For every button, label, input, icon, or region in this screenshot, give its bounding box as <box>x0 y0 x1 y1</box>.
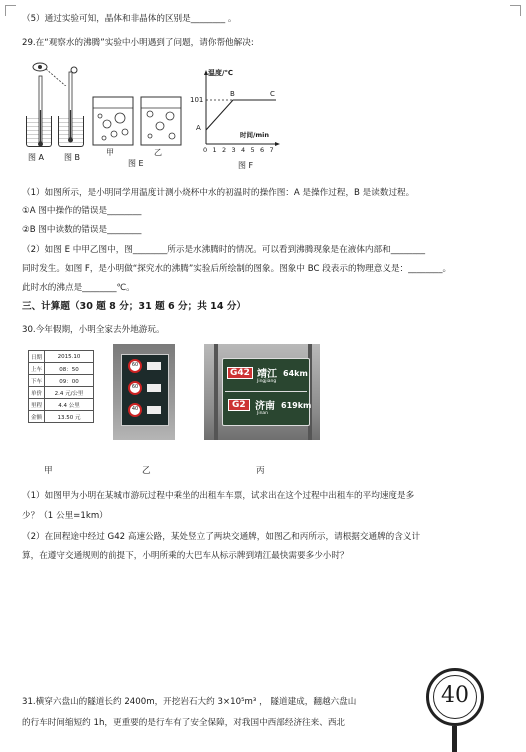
x-tick: 6 <box>260 146 265 154</box>
stamp-stem <box>452 726 457 752</box>
figure-thermometer-operation <box>22 56 92 164</box>
ticket-table <box>28 350 94 423</box>
figure-b-label: 图 B <box>64 153 81 162</box>
sign-divider <box>225 391 307 392</box>
label-yi: 乙 <box>154 148 162 157</box>
q29-part2-line1: （2）如图 E 中甲乙图中，图________所示是水沸腾时的情况。可以看到沸腾现象是在液体内部和________ <box>22 245 426 255</box>
ticket-value: 2015.10 <box>45 351 94 363</box>
graph-point-c: C <box>270 90 275 98</box>
distance-jinan: 619km <box>281 401 312 410</box>
thermometer-b <box>60 66 90 156</box>
figure-f-graph <box>188 68 282 172</box>
ticket-key: 单价 <box>29 387 45 399</box>
thermometer-a <box>30 70 60 160</box>
q29-part2-line2: 同时发生。如图 F，是小明做“探究水的沸腾”实验后所绘制的图象。图象中 BC 段表示的物理意义是：________。 <box>22 264 452 274</box>
ticket-key: 金额 <box>29 411 45 423</box>
sign-speed-mid: 60 <box>131 384 139 390</box>
x-tick: 5 <box>250 146 255 154</box>
q30-part1-line1: （1）如图甲为小明在某城市游玩过程中乘坐的出租车车票，试求出在这个过程中出租车的平均速度是多 <box>22 491 415 501</box>
label-jia: 甲 <box>106 148 114 157</box>
pinyin-jinan: Jinan <box>257 411 269 416</box>
q31-line1: 31.横穿六盘山的隧道长约 2400m，开挖岩石大约 3×10⁵m³ ， 隧道建成，翻越六盘山 <box>22 697 357 707</box>
q29-part1-b: ②B 图中读数的错误是________ <box>22 225 142 235</box>
figure-e-boiling <box>92 92 188 172</box>
sign-speed-top: 60 <box>131 362 139 368</box>
section-heading: 三、计算题（30 题 8 分；31 题 6 分；共 14 分） <box>22 301 247 312</box>
graph-point-a: A <box>196 124 201 132</box>
figure-a-label: 图 A <box>28 153 45 162</box>
sign-post-left <box>214 344 218 440</box>
pinyin-jingjiang: Jingjiang <box>257 379 277 384</box>
speed-limit-sign-photo <box>113 344 175 440</box>
crop-mark-top-right <box>510 5 521 16</box>
x-tick: 4 <box>241 146 246 154</box>
stamp-number: 40 <box>441 683 469 708</box>
table-row <box>29 375 94 387</box>
taxi-ticket <box>28 350 94 423</box>
ticket-key: 日期 <box>29 351 45 363</box>
graph-y101: 101 <box>190 96 204 104</box>
distance-sign-photo <box>204 344 320 440</box>
speed-limit-circles <box>121 354 167 424</box>
sign-speed-bot: 40 <box>131 406 139 412</box>
ticket-key: 上车 <box>29 363 45 375</box>
table-row <box>29 399 94 411</box>
caption-bing: 丙 <box>256 466 265 476</box>
ticket-key: 里程 <box>29 399 45 411</box>
q30-part2-line2: 算，在遵守交通规则的前提下，小明所乘的大巴车从标示牌到靖江最快需要多少小时？ <box>22 551 349 561</box>
q29-part1: （1）如图所示，是小明同学用温度计测小烧杯中水的初温时的操作图：A 是操作过程，B 是读数过程。 <box>22 188 415 198</box>
figure-f-label: 图 F <box>238 161 254 170</box>
q29-part1-a: ①A 图中操作的错误是________ <box>22 206 142 216</box>
ticket-value: 4.4 公里 <box>45 399 94 411</box>
beaker-yi <box>140 96 184 150</box>
distance-jingjiang: 64km <box>283 369 308 378</box>
q30-part1-line2: 少？（1 公里=1km） <box>22 511 108 521</box>
table-row <box>29 351 94 363</box>
x-tick: 7 <box>269 146 274 154</box>
x-tick: 2 <box>222 146 227 154</box>
city-jingjiang: 靖江 <box>257 369 277 380</box>
x-tick: 0 <box>203 146 208 154</box>
distance-sign-board <box>222 358 310 426</box>
table-row <box>29 387 94 399</box>
caption-jia: 甲 <box>44 466 53 476</box>
q29-part2-line3: 此时水的沸点是________℃。 <box>22 283 135 293</box>
q31-line2: 的行车时间缩短约 1h，更重要的是行车有了安全保障，对我国中西部经济往来、西北 <box>22 718 346 728</box>
city-jinan: 济南 <box>255 401 275 412</box>
crop-mark-top-left <box>5 5 16 16</box>
road-g42-badge: G42 <box>227 367 253 379</box>
ticket-key: 下车 <box>29 375 45 387</box>
figure-e-label: 图 E <box>128 159 144 168</box>
ticket-value: 08：50 <box>45 363 94 375</box>
q30-stem: 30.今年假期，小明全家去外地游玩。 <box>22 325 165 335</box>
x-tick: 1 <box>212 146 217 154</box>
table-row <box>29 411 94 423</box>
ticket-value: 2.4 元/公里 <box>45 387 94 399</box>
ticket-value: 13.50 元 <box>45 411 94 423</box>
q28-line5: （5）通过实验可知，晶体和非晶体的区别是________ 。 <box>22 14 237 24</box>
temperature-time-graph <box>188 68 282 158</box>
page-number-stamp <box>426 668 484 726</box>
ticket-value: 09：00 <box>45 375 94 387</box>
graph-ylabel: 温度/℃ <box>208 69 234 77</box>
q29-stem: 29.在“观察水的沸腾”实验中小明遇到了问题，请你帮他解决: <box>22 38 254 48</box>
road-g2-badge: G2 <box>228 399 250 411</box>
x-tick: 3 <box>231 146 236 154</box>
graph-point-b: B <box>230 90 235 98</box>
graph-x-ticks <box>203 146 279 154</box>
beaker-jia <box>92 96 136 150</box>
caption-yi: 乙 <box>142 466 151 476</box>
table-row <box>29 363 94 375</box>
graph-xlabel: 时间/min <box>240 131 270 139</box>
q30-part2-line1: （2）在回程途中经过 G42 高速公路，某处竖立了两块交通牌，如图乙和丙所示，请根据交通牌的含义计 <box>22 532 421 542</box>
